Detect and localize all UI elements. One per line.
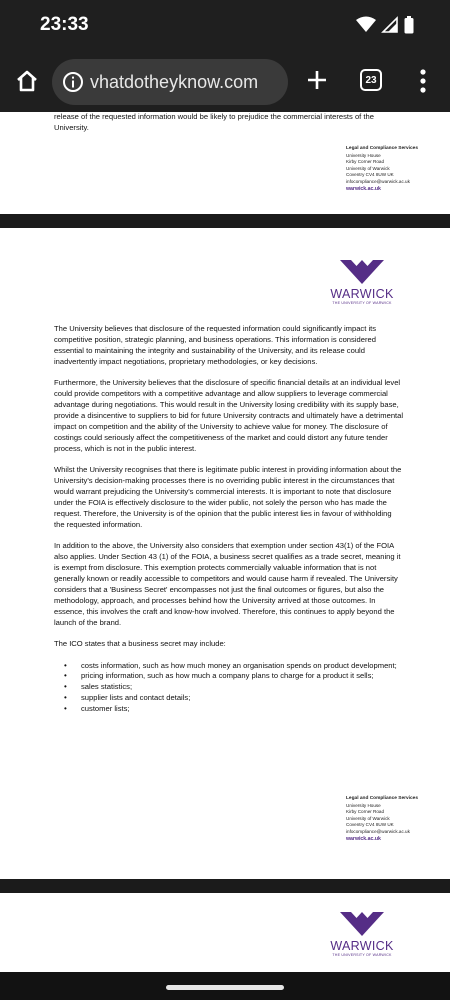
letter-body — [54, 324, 404, 715]
footer-line: infocompliance@warwick.ac.uk — [346, 178, 410, 184]
footer-website: warwick.ac.uk — [346, 835, 381, 842]
status-icons — [356, 16, 414, 34]
list-item: • supplier lists and contact details; — [54, 693, 404, 704]
new-tab-icon[interactable] — [304, 65, 330, 95]
paragraph: In addition to the above, the University also considers that exemption under section 43(1) of the FOIA also applies. Under Section 43 (1) of the FOIA, a business secret qualifies as a trade secret, meaning it is exempt from disclosure. This exemption protects commercially valuable information that is not generally known or readily accessible to competitors and would cause harm if revealed. The University considers that a 'Business Secret' encompasses not just the final outcomes or figures, but also the methodology, approach, and processes behind how the University arrived at those outcomes. In essence, this involves the craft and know-how involved. Therefore, this continues to apply beyond the launch of the brand. — [54, 541, 401, 627]
paragraph: The ICO states that a business secret may include: — [54, 639, 226, 649]
footer-title: Legal and Compliance Services — [346, 796, 418, 801]
footer-line: University House — [346, 152, 381, 158]
signal-icon — [382, 17, 398, 33]
page-text: release of the requested information would be likely to prejudice the commercial interests of the University. — [54, 112, 374, 132]
address-footer — [346, 146, 436, 192]
footer-line: University of Warwick — [346, 815, 390, 821]
footer-line: infocompliance@warwick.ac.uk — [346, 828, 410, 834]
footer-line: Coventry CV4 8UW UK — [346, 822, 394, 828]
url-text[interactable]: vhatdotheyknow.com — [90, 71, 259, 92]
status-time: 23:33 — [40, 14, 89, 35]
warwick-emblem-icon — [340, 912, 384, 936]
list-item: • costs information, such as how much money an organisation spends on product development; — [54, 661, 404, 672]
footer-line: University House — [346, 802, 381, 808]
logo-wordmark: WARWICK — [330, 287, 394, 301]
tab-switcher-button[interactable]: 23 — [360, 69, 382, 91]
footer-line: Coventry CV4 8UW UK — [346, 172, 394, 178]
footer-line: Kirby Corner Road — [346, 809, 385, 815]
paragraph: Whilst the University recognises that there is legitimate public interest in providing information about the University's decision-making processes there is no overriding public interest in the circumstances that would warrant prejudicing the University's commercial interests. It is important to note that disclosure under the FOIA is effectively disclosure to the wider public, not solely the person who has made the request. Therefore, the University is of the opinion that the public interest lies in favour of withholding the requested information. — [54, 465, 402, 529]
status-bar — [0, 0, 450, 52]
logo-subtitle: THE UNIVERSITY OF WARWICK — [332, 301, 392, 305]
footer-line: University of Warwick — [346, 165, 390, 171]
document-page — [0, 112, 450, 214]
list-item: • customer lists; — [54, 704, 404, 715]
home-icon[interactable] — [12, 66, 42, 96]
footer-title: Legal and Compliance Services — [346, 146, 418, 151]
pdf-viewport[interactable] — [0, 112, 450, 972]
list-item: • pricing information, such as how much a company plans to charge for a product it sells; — [54, 671, 404, 682]
paragraph: Furthermore, the University believes that the disclosure of specific financial details at an individual level could provide competitors with a competitive advantage and allow suppliers to leverage commercial advantage during negotiations. This would result in the University losing credibility with its supply base, provide a disincentive to suppliers to bid for future University contracts and ultimately have a detrimental impact on competition and the ability of the University to achieve value for money. The disclosure of costings could seriously affect the competitiveness of the market and could distort any future tender process, which is not in the public interest. — [54, 378, 404, 453]
info-icon[interactable] — [62, 71, 84, 93]
footer-line: Kirby Corner Road — [346, 159, 385, 165]
more-menu-icon[interactable] — [418, 68, 428, 94]
warwick-logo — [328, 260, 396, 306]
gesture-bar — [0, 972, 450, 1000]
document-page — [0, 228, 450, 879]
bullet-list — [54, 661, 404, 716]
warwick-logo — [328, 912, 396, 958]
home-gesture-handle[interactable] — [166, 985, 284, 990]
logo-wordmark: WARWICK — [330, 939, 394, 953]
logo-subtitle: THE UNIVERSITY OF WARWICK — [332, 953, 392, 957]
battery-icon — [404, 16, 414, 34]
address-footer — [346, 796, 436, 842]
wifi-icon — [356, 17, 376, 33]
list-item: • sales statistics; — [54, 682, 404, 693]
footer-website: warwick.ac.uk — [346, 185, 381, 192]
address-bar[interactable] — [52, 59, 288, 105]
paragraph: The University believes that disclosure of the requested information could significantly impact its competitive position, strategic planning, and business operations. This information is considered essential to maintaining the integrity and sustainability of the University, and its release could inadvertently impact negotiations, proprietary methodologies, or key decisions. — [54, 324, 377, 366]
browser-toolbar — [0, 52, 450, 112]
warwick-emblem-icon — [340, 260, 384, 284]
